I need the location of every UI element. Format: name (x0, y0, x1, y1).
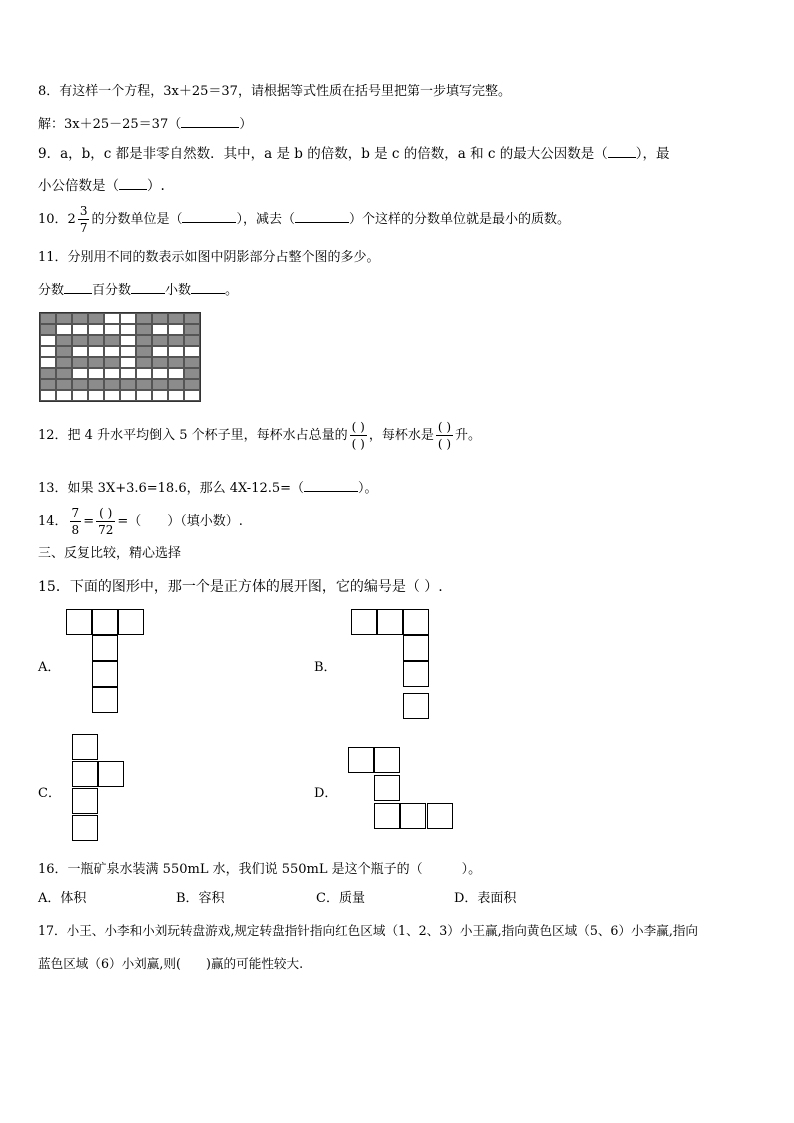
grid-cell-empty (72, 324, 88, 335)
fraction-bar (350, 435, 367, 436)
grid-cell-shaded (72, 379, 88, 390)
question-15-text: 15．下面的图形中，那一个是正方体的展开图，它的编号是（ ）. (38, 579, 443, 595)
grid-cell-empty (168, 324, 184, 335)
net-square (427, 803, 453, 829)
grid-cell-empty (168, 346, 184, 357)
grid-cell-shaded (136, 379, 152, 390)
question-17-text-a: 17．小王、小李和小刘玩转盘游戏,规定转盘指针指向红色区域（1、2、3）小王赢,指向黄色区域（5、6）小李赢,指向 (38, 923, 699, 938)
section-3-title: 三、反复比较，精心选择 (38, 546, 182, 561)
question-14-prefix: 14． (38, 514, 68, 529)
grid-cell-empty (104, 346, 120, 357)
question-9-text-a: 9．a，b，c 都是非零自然数．其中，a 是 b 的倍数，b 是 c 的倍数，a 和 c 的最大公因数是（ (38, 146, 608, 162)
grid-cell-empty (120, 313, 136, 324)
question-9-text-b: ），最 (635, 146, 670, 162)
grid-cell-shaded (72, 313, 88, 324)
answer-label-fraction: 分数 (38, 283, 65, 298)
grid-cell-shaded (72, 357, 88, 368)
grid-cell-empty (88, 390, 104, 401)
answer-label-percent: 百分数 (92, 283, 132, 298)
question-13 (38, 479, 378, 498)
grid-cell-shaded (56, 313, 72, 324)
net-square (374, 775, 400, 801)
grid-cell-shaded (56, 357, 72, 368)
grid-cell-shaded (152, 313, 168, 324)
grid-cell-shaded (56, 379, 72, 390)
grid-cell-shaded (184, 379, 200, 390)
fraction-blank-72 (96, 506, 115, 537)
fraction-numerator: 7 (71, 506, 80, 520)
question-16 (38, 861, 481, 879)
grid-cell-shaded (104, 357, 120, 368)
grid-cell-shaded (184, 324, 200, 335)
question-10 (38, 200, 570, 240)
grid-cell-empty (168, 368, 184, 379)
question-13-text-a: 13．如果 3X+3.6=18.6，那么 4X-12.5=（ (38, 481, 305, 496)
grid-cell-empty (40, 346, 56, 357)
net-square (66, 609, 92, 635)
option-b-label[interactable]: B． (314, 660, 337, 675)
question-14 (38, 500, 243, 544)
fraction-7-8 (70, 506, 82, 537)
grid-cell-shaded (56, 368, 72, 379)
grid-cell-shaded (152, 357, 168, 368)
grid-cell-empty (152, 346, 168, 357)
question-9-line-1 (38, 145, 670, 163)
answer-blank (182, 210, 236, 223)
answer-blank (119, 177, 147, 190)
fraction-blank-2 (436, 420, 453, 451)
option-a-label[interactable]: A． (38, 660, 61, 675)
question-15 (38, 578, 443, 596)
grid-cell-shaded (40, 379, 56, 390)
answer-blank (304, 479, 358, 492)
answer-blank (181, 115, 239, 128)
net-square (403, 635, 429, 661)
grid-cell-shaded (184, 313, 200, 324)
grid-cell-shaded (168, 335, 184, 346)
fraction-denominator: ( ) (437, 437, 452, 451)
grid-cell-shaded (168, 357, 184, 368)
question-9-line-2 (38, 177, 165, 195)
grid-cell-empty (184, 346, 200, 357)
grid-cell-empty (120, 390, 136, 401)
answer-blank (131, 281, 165, 294)
fraction-bar (70, 521, 82, 522)
mixed-fraction (78, 204, 90, 235)
question-11-answers (38, 281, 238, 300)
question-10-prefix: 10．2 (38, 212, 76, 227)
net-square (374, 747, 400, 773)
grid-cell-empty (104, 390, 120, 401)
question-9-text-c: 小公倍数是（ (38, 178, 119, 194)
answer-blank (295, 210, 349, 223)
net-square (72, 761, 98, 787)
grid-cell-shaded (56, 346, 72, 357)
fraction-bar (78, 219, 90, 220)
grid-cell-shaded (72, 335, 88, 346)
net-square (348, 747, 374, 773)
question-12 (38, 414, 481, 458)
grid-cell-empty (104, 368, 120, 379)
question-12-text-a: 12．把 4 升水平均倒入 5 个杯子里，每杯水占总量的 (38, 428, 348, 443)
grid-cell-empty (40, 335, 56, 346)
grid-cell-shaded (136, 357, 152, 368)
grid-cell-shaded (152, 379, 168, 390)
net-square (374, 803, 400, 829)
grid-cell-empty (168, 390, 184, 401)
grid-cell-shaded (152, 335, 168, 346)
question-10-text-a: 的分数单位是（ (91, 212, 183, 227)
grid-cell-shaded (40, 313, 56, 324)
question-8-text: 8．有这样一个方程，3x＋25＝37，请根据等式性质在括号里把第一步填写完整。 (38, 84, 511, 99)
option-c-label[interactable]: C． (38, 786, 61, 801)
grid-cell-shaded (88, 379, 104, 390)
fraction-denominator: ( ) (351, 437, 365, 451)
fraction-bar (96, 521, 115, 522)
net-square (72, 815, 98, 841)
grid-cell-empty (72, 390, 88, 401)
grid-cell-empty (120, 346, 136, 357)
net-square (92, 635, 118, 661)
grid-cell-empty (136, 368, 152, 379)
net-square (403, 661, 429, 687)
grid-cell-empty (104, 313, 120, 324)
grid-cell-shaded (88, 335, 104, 346)
grid-cell-empty (40, 357, 56, 368)
grid-cell-shaded (136, 335, 152, 346)
grid-cell-shaded (120, 379, 136, 390)
net-square (72, 734, 98, 760)
option-d-label[interactable]: D． (314, 786, 338, 801)
grid-cell-empty (136, 390, 152, 401)
question-8-solution (38, 115, 252, 134)
question-16-options (38, 890, 516, 908)
grid-cell-empty (88, 324, 104, 335)
grid-cell-empty (40, 390, 56, 401)
option-d[interactable]: D．表面积 (454, 891, 517, 906)
question-17-line-2 (38, 955, 303, 973)
net-square (403, 693, 429, 719)
grid-cell-empty (56, 324, 72, 335)
grid-cell-shaded (168, 379, 184, 390)
grid-cell-shaded (184, 357, 200, 368)
net-square (377, 609, 403, 635)
net-square (72, 788, 98, 814)
grid-cell-empty (152, 368, 168, 379)
answer-blank (608, 145, 636, 158)
answer-blank (64, 281, 92, 294)
net-square (92, 661, 118, 687)
grid-cell-shaded (184, 335, 200, 346)
fraction-bar (436, 435, 453, 436)
grid-cell-empty (88, 368, 104, 379)
grid-cell-empty (120, 324, 136, 335)
fraction-numerator: ( ) (351, 420, 365, 434)
grid-cell-shaded (88, 357, 104, 368)
grid-cell-shaded (168, 313, 184, 324)
question-16-text: 16．一瓶矿泉水装满 550mL 水，我们说 550mL 是这个瓶子的（ ）。 (38, 862, 482, 877)
fraction-denominator: 7 (79, 221, 88, 235)
grid-cell-empty (72, 346, 88, 357)
grid-cell-shaded (40, 368, 56, 379)
fraction-denominator: 72 (98, 523, 114, 537)
net-square (403, 609, 429, 635)
grid-cell-empty (56, 390, 72, 401)
grid-cell-empty (120, 357, 136, 368)
fraction-blank-1 (350, 420, 367, 451)
shaded-grid-figure (39, 312, 201, 402)
fraction-numerator: ( ) (99, 506, 113, 520)
question-8 (38, 83, 511, 101)
grid-cell-empty (120, 335, 136, 346)
grid-cell-shaded (88, 313, 104, 324)
question-13-text-b: ）。 (358, 481, 378, 496)
question-12-text-c: 升。 (455, 428, 482, 443)
answer-blank (191, 281, 225, 294)
grid-cell-empty (120, 368, 136, 379)
fraction-numerator: 3 (79, 204, 88, 218)
grid-cell-shaded (136, 324, 152, 335)
grid-cell-empty (104, 324, 120, 335)
question-11-text: 11．分别用不同的数表示如图中阴影部分占整个图的多少。 (38, 250, 380, 265)
grid-cell-shaded (56, 335, 72, 346)
option-b[interactable]: B．容积 (176, 891, 225, 906)
equals-sign: = (83, 514, 95, 529)
grid-cell-shaded (136, 313, 152, 324)
net-square (92, 687, 118, 713)
grid-cell-empty (72, 368, 88, 379)
grid-cell-empty (184, 390, 200, 401)
grid-cell-empty (152, 390, 168, 401)
net-square (400, 803, 426, 829)
question-12-text-b: ，每杯水是 (368, 428, 434, 443)
solution-suffix: ） (239, 117, 253, 132)
grid-cell-shaded (104, 335, 120, 346)
solution-prefix: 解：3x＋25－25＝37（ (38, 117, 182, 132)
net-square (351, 609, 377, 635)
question-10-text-b: ），减去（ (236, 212, 295, 227)
question-14-text: =（ ）（填小数）. (117, 514, 243, 529)
question-9-text-d: ）. (147, 178, 165, 194)
net-square (98, 761, 124, 787)
grid-cell-shaded (184, 368, 200, 379)
net-square (118, 609, 144, 635)
question-17-text-b: 蓝色区域（6）小刘赢,则( )赢的可能性较大. (38, 956, 304, 971)
fraction-numerator: ( ) (437, 420, 452, 434)
grid-cell-empty (152, 324, 168, 335)
question-17-line-1 (38, 922, 698, 940)
grid-cell-shaded (104, 379, 120, 390)
fraction-denominator: 8 (71, 523, 80, 537)
question-10-text-c: ）个这样的分数单位就是最小的质数。 (349, 212, 571, 227)
question-11 (38, 249, 380, 267)
answer-end: 。 (225, 283, 239, 298)
answer-label-decimal: 小数 (165, 283, 192, 298)
section-3-heading (38, 545, 181, 563)
grid-cell-shaded (40, 324, 56, 335)
grid-cell-shaded (136, 346, 152, 357)
net-square (92, 609, 118, 635)
option-a[interactable]: A．体积 (38, 891, 87, 906)
grid-cell-empty (88, 346, 104, 357)
option-c[interactable]: C．质量 (316, 891, 365, 906)
